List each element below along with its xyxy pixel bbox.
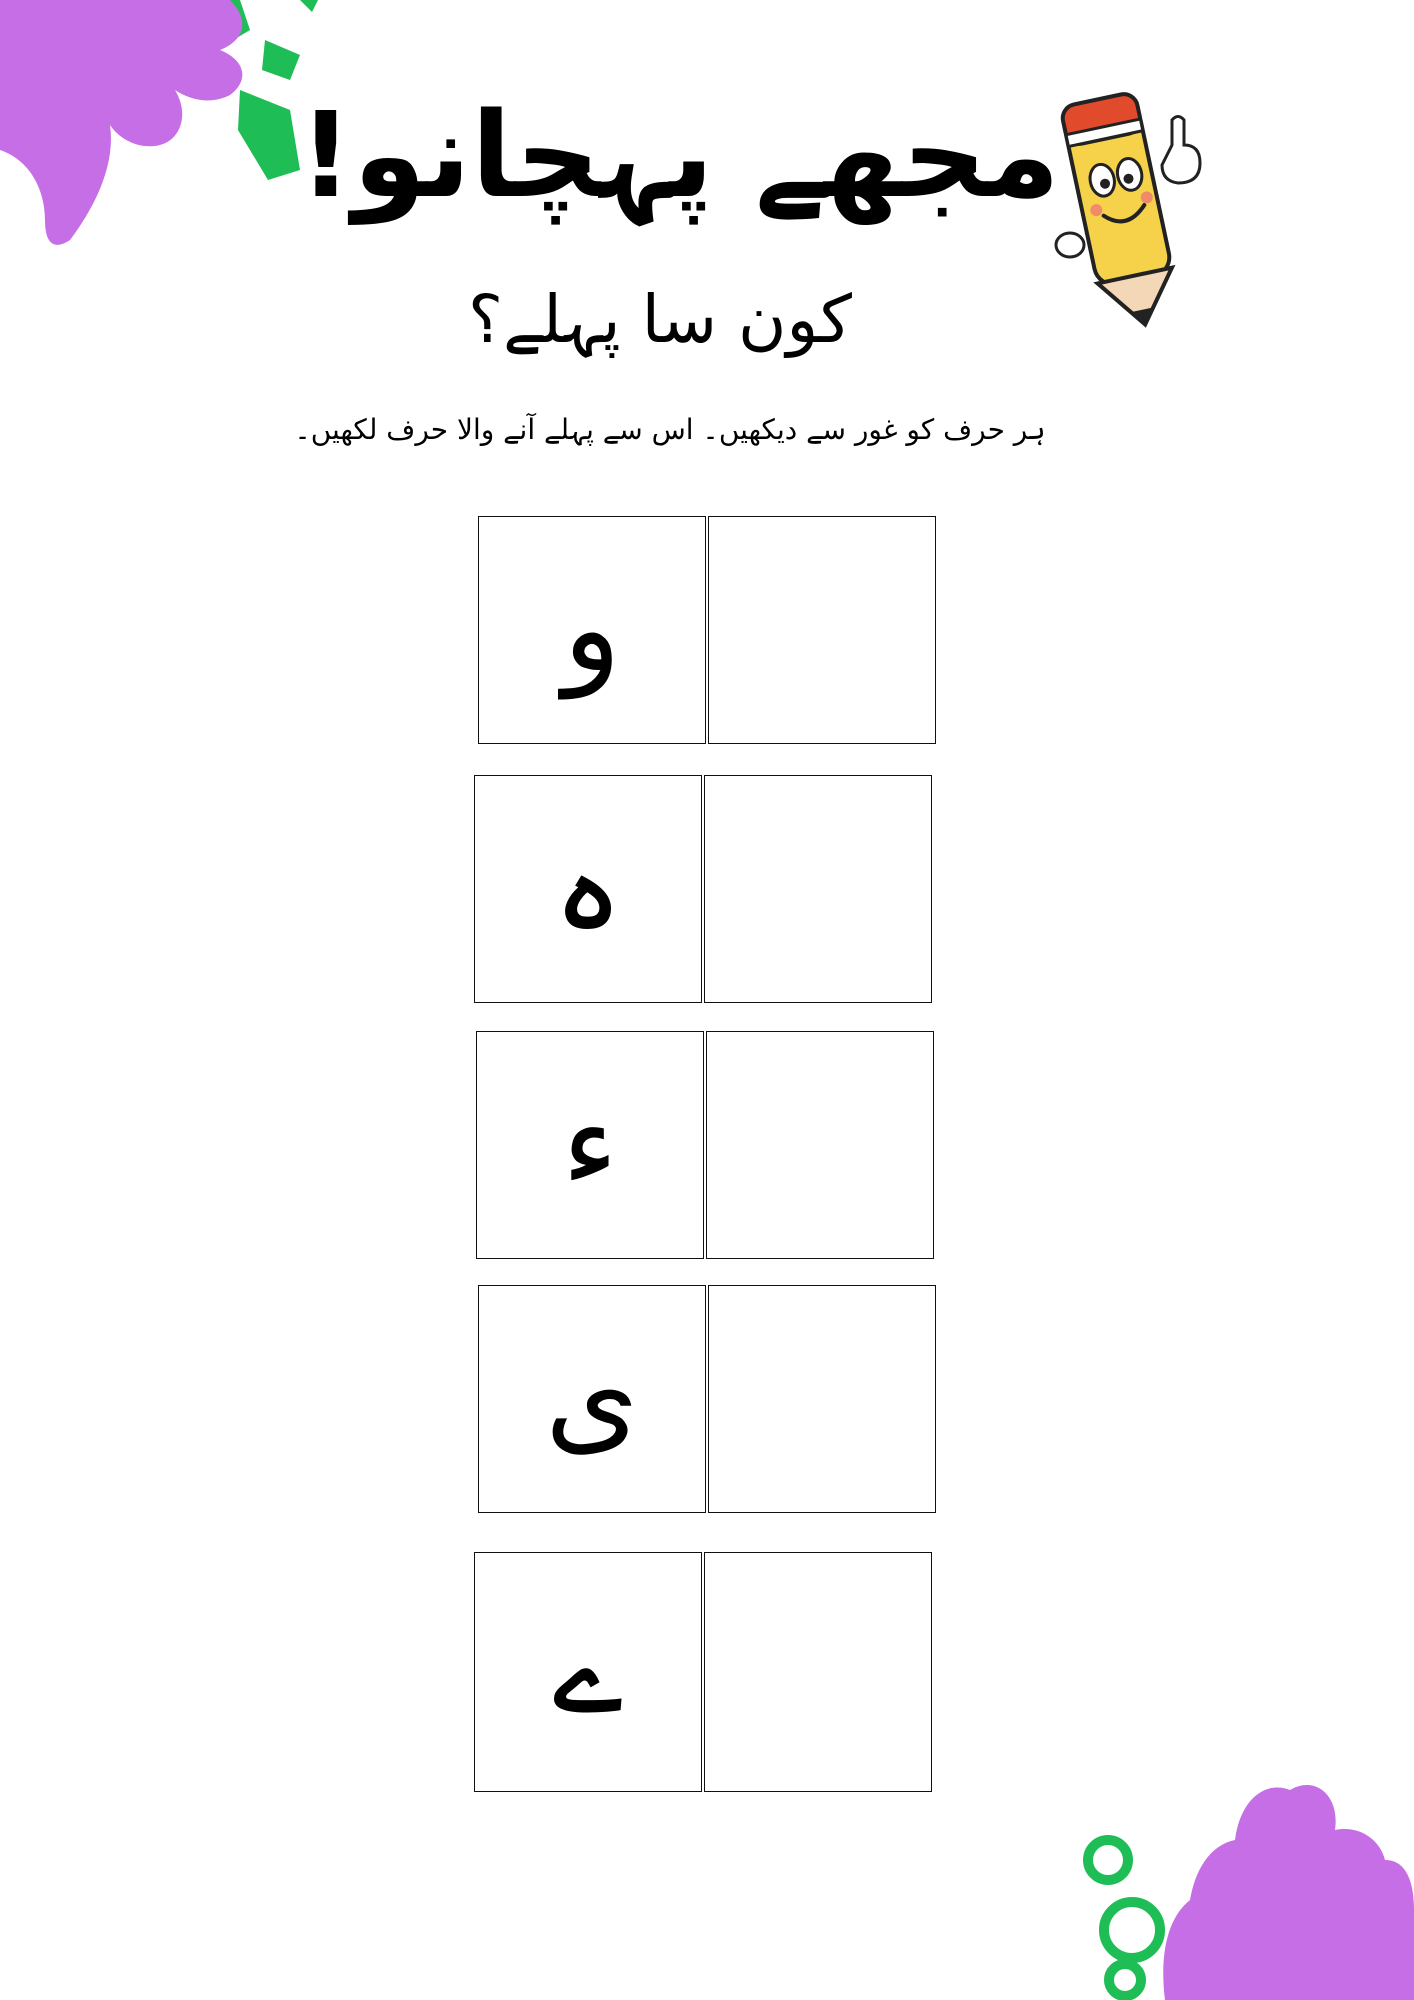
instructions-text: ہر حرف کو غور سے دیکھیں۔ اس سے پہلے آنے والا حرف لکھیں۔	[294, 413, 1046, 446]
letter-box	[476, 1031, 704, 1259]
letter-box	[474, 1552, 702, 1792]
letter: ء	[561, 1075, 619, 1214]
letter-box	[474, 775, 702, 1003]
letter: ے	[552, 1602, 624, 1741]
exercise-row	[476, 1031, 934, 1259]
exercise-row	[478, 516, 936, 744]
pencil-mascot-icon	[1050, 75, 1210, 335]
exercise-row	[474, 775, 932, 1003]
letter-box	[478, 1285, 706, 1513]
page-subtitle: کون سا پہلے؟	[468, 281, 852, 358]
answer-box[interactable]	[704, 775, 932, 1003]
purple-flower-decoration	[1050, 1720, 1414, 2000]
page-title: مجھے پہچانو!	[298, 86, 1060, 224]
letter-box	[478, 516, 706, 744]
exercise-row	[474, 1552, 932, 1792]
letter: و	[563, 560, 621, 699]
answer-box[interactable]	[708, 1285, 936, 1513]
exercise-row	[478, 1285, 936, 1513]
answer-box[interactable]	[706, 1031, 934, 1259]
answer-box[interactable]	[708, 516, 936, 744]
purple-flower-decoration	[0, 0, 340, 260]
answer-box[interactable]	[704, 1552, 932, 1792]
letter: ہ	[552, 819, 624, 958]
letter: ی	[545, 1329, 639, 1468]
